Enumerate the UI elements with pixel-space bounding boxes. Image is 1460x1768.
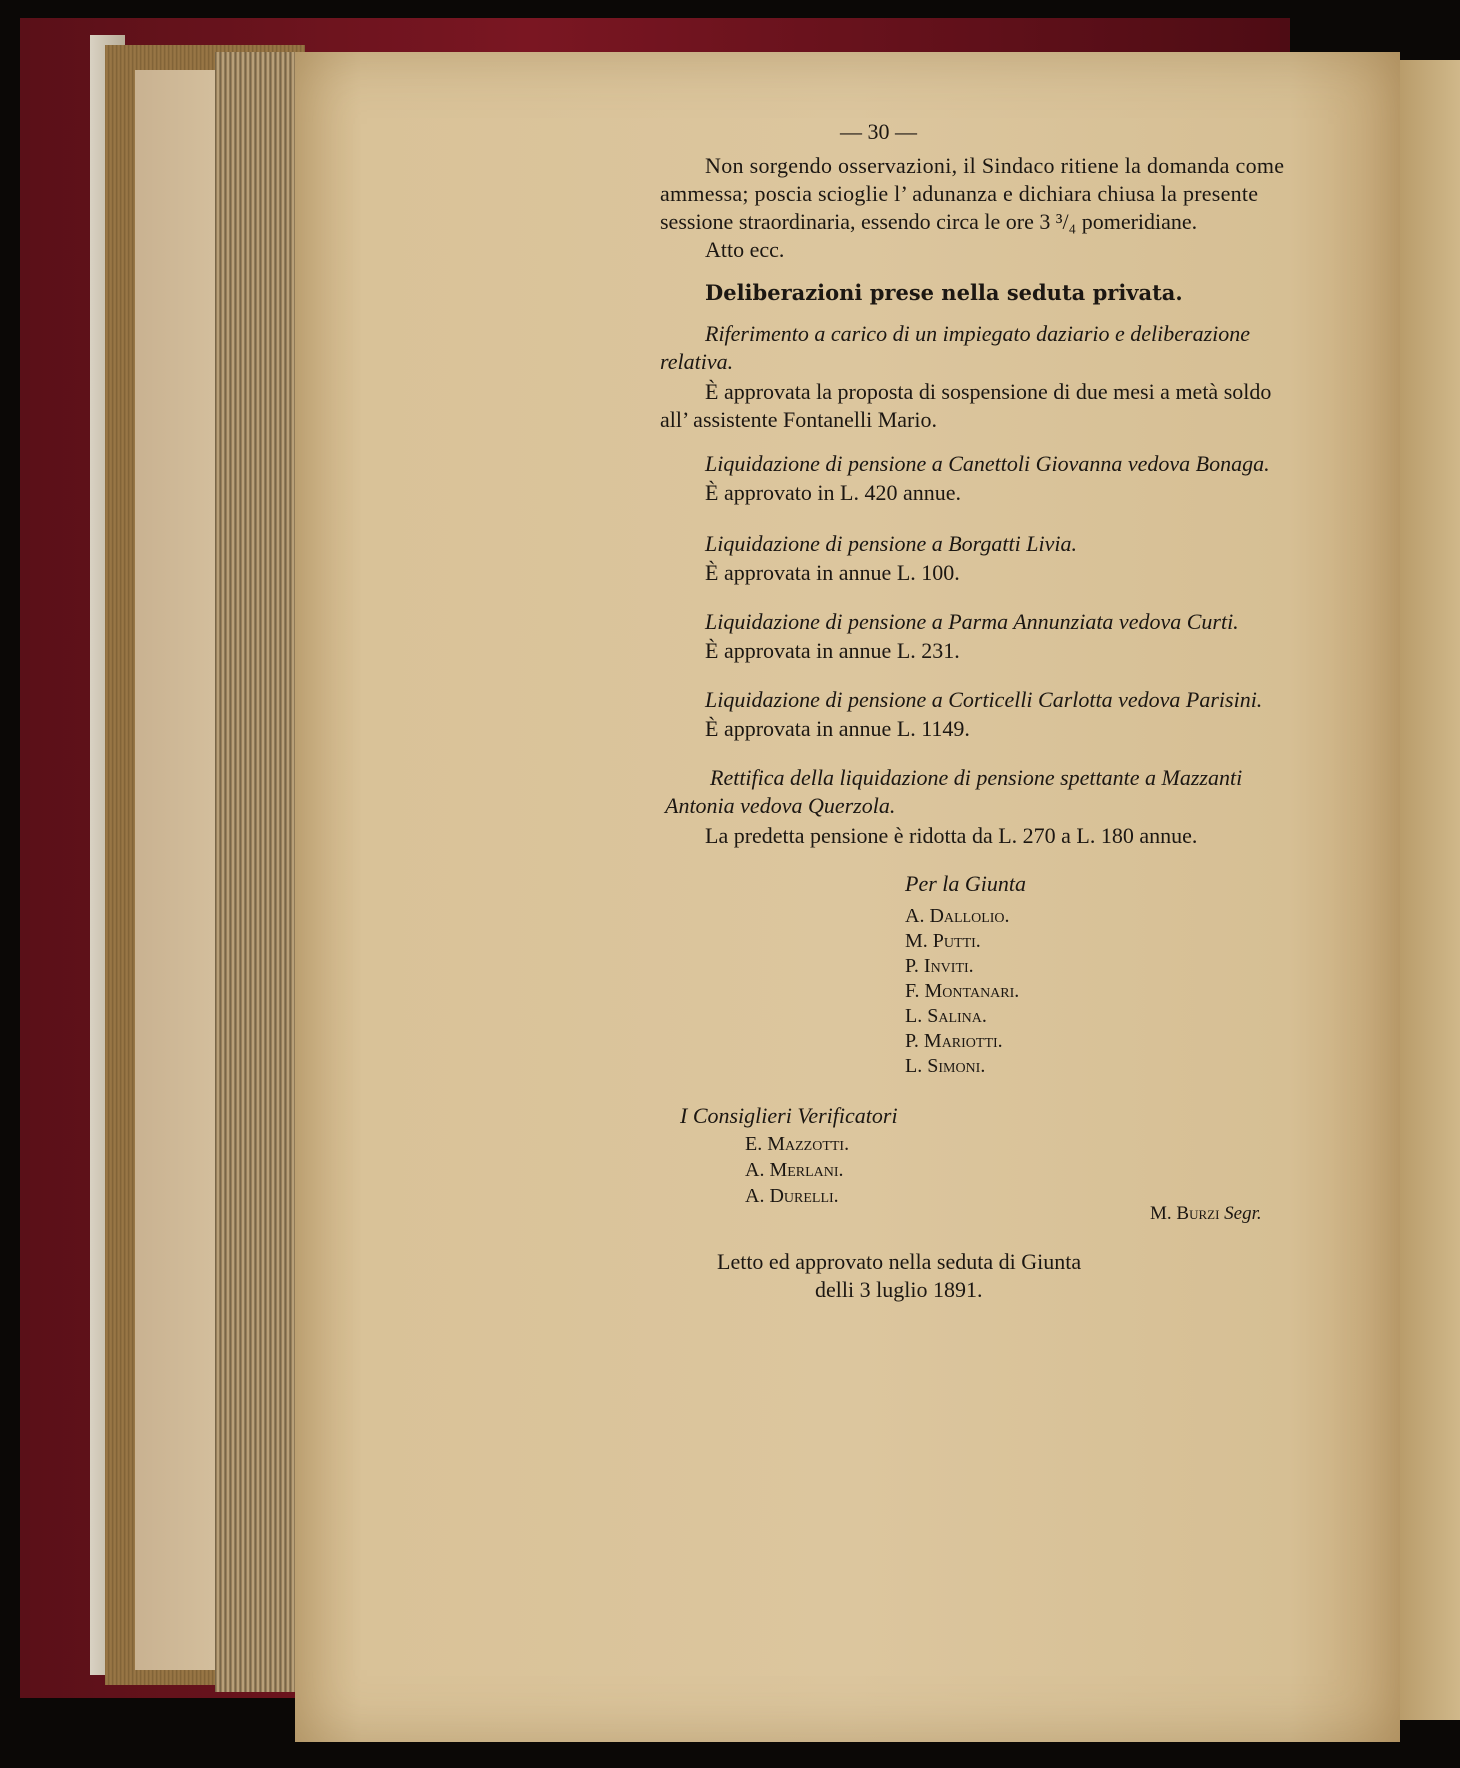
item-2-title: Liquidazione di pensione a Canettoli Giovanna vedova Bonaga. xyxy=(705,451,1270,476)
item-2-body: È approvato in L. 420 annue. xyxy=(705,480,961,505)
giunta-member: M. Putti. xyxy=(905,930,981,952)
item-5-title: Liquidazione di pensione a Corticelli Carlotta vedova Parisini. xyxy=(705,687,1263,712)
item-3-body: È approvata in annue L. 100. xyxy=(705,560,960,585)
verificatori-member: A. Durelli. xyxy=(745,1185,839,1207)
page-stack xyxy=(215,52,305,1692)
item-1-body-line-2: all’ assistente Fontanelli Mario. xyxy=(660,407,937,432)
facing-page-edge xyxy=(1395,60,1460,1720)
item-1-title-line-2: relativa. xyxy=(660,349,734,374)
intro-line-4: Atto ecc. xyxy=(705,237,785,262)
item-6-title-line-2: Antonia vedova Querzola. xyxy=(665,793,896,818)
secretary-signature xyxy=(1150,1202,1262,1226)
giunta-member: F. Montanari. xyxy=(905,980,1020,1002)
page-number: — 30 — xyxy=(840,119,917,144)
item-6-body: La predetta pensione è ridotta da L. 270 a L. 180 annue. xyxy=(705,823,1198,848)
secretary-name: M. Burzi xyxy=(1150,1203,1220,1224)
secretary-role: Segr. xyxy=(1224,1203,1262,1224)
intro-line-1: Non sorgendo osservazioni, il Sindaco ritiene la domanda come xyxy=(705,153,1285,178)
giunta-member: L. Salina. xyxy=(905,1005,987,1027)
item-3-title: Liquidazione di pensione a Borgatti Livia. xyxy=(705,531,1077,556)
item-6-title-line-1: Rettifica della liquidazione di pensione spettante a Mazzanti xyxy=(710,765,1243,790)
document-page xyxy=(295,52,1400,1742)
giunta-member: A. Dallolio. xyxy=(905,905,1010,927)
item-4-body: È approvata in annue L. 231. xyxy=(705,638,960,663)
giunta-member: P. Inviti. xyxy=(905,955,974,977)
verificatori-member: A. Merlani. xyxy=(745,1159,844,1181)
closing-line-1: Letto ed approvato nella seduta di Giunta xyxy=(717,1249,1082,1274)
item-5-body: È approvata in annue L. 1149. xyxy=(705,716,970,741)
giunta-member: L. Simoni. xyxy=(905,1055,986,1077)
verificatori-member: E. Mazzotti. xyxy=(745,1133,850,1155)
intro-line-3: sessione straordinaria, essendo circa le ore 3 ³/₄ pomeridiane. xyxy=(660,209,1198,234)
item-1-title-line-1: Riferimento a carico di un impiegato daziario e deliberazione xyxy=(705,321,1251,346)
section-title: Deliberazioni prese nella seduta privata. xyxy=(705,280,1183,305)
verificatori-heading: I Consiglieri Verificatori xyxy=(680,1103,898,1128)
closing-line-2: delli 3 luglio 1891. xyxy=(815,1277,983,1302)
item-1-body-line-1: È approvata la proposta di sospensione di due mesi a metà soldo xyxy=(705,379,1272,404)
giunta-heading: Per la Giunta xyxy=(905,871,1026,896)
intro-line-2: ammessa; poscia scioglie l’ adunanza e dichiara chiusa la presente xyxy=(660,181,1259,206)
giunta-member: P. Mariotti. xyxy=(905,1030,1003,1052)
item-4-title: Liquidazione di pensione a Parma Annunziata vedova Curti. xyxy=(705,609,1239,634)
